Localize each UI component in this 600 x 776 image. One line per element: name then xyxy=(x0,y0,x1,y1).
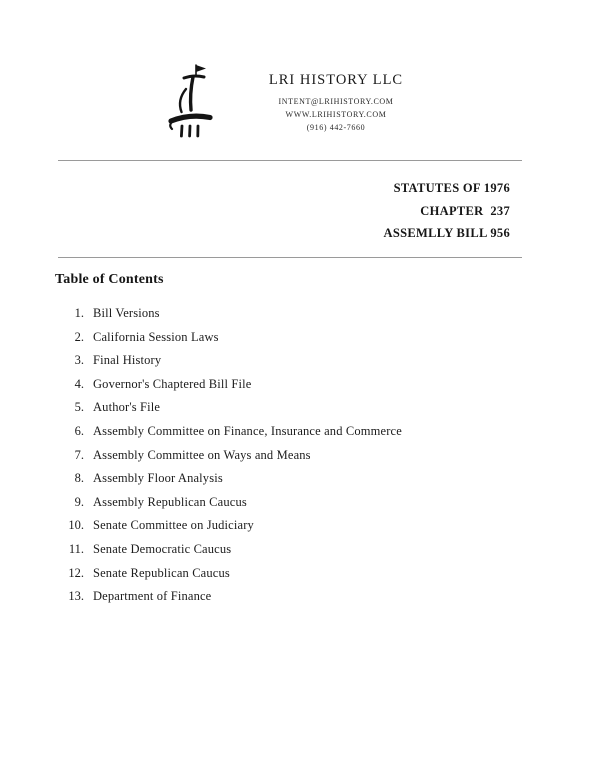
toc-item xyxy=(60,589,540,613)
toc-item-number: 6. xyxy=(74,423,84,438)
toc-item xyxy=(60,495,540,519)
toc-item xyxy=(60,448,540,472)
toc-item xyxy=(60,377,540,401)
toc-item-number: 2. xyxy=(74,329,84,344)
toc-item-label: Assembly Republican Caucus xyxy=(93,494,247,509)
company-website: WWW.LRIHISTORY.COM xyxy=(285,110,387,119)
toc-item-number: 1. xyxy=(74,306,84,320)
statute-reference-block xyxy=(58,177,510,245)
toc-item xyxy=(60,518,540,542)
toc-heading: Table of Contents xyxy=(55,272,164,287)
toc-item-number: 11. xyxy=(68,541,84,556)
company-name: LRI HISTORY LLC xyxy=(268,72,404,88)
toc-item-number: 12. xyxy=(68,565,84,580)
toc-item-label: Assembly Committee on Ways and Means xyxy=(93,447,311,462)
toc-item-number: 5. xyxy=(74,400,84,415)
toc-item xyxy=(60,542,540,566)
divider-middle xyxy=(58,257,522,258)
toc-item-label: Assembly Floor Analysis xyxy=(93,471,223,486)
company-info-block xyxy=(251,60,421,134)
toc-item-number: 10. xyxy=(68,518,84,533)
toc-item-number: 8. xyxy=(74,471,84,486)
toc-item xyxy=(60,306,540,330)
toc-item-label: Governor's Chaptered Bill File xyxy=(93,376,252,391)
letterhead xyxy=(0,60,592,140)
toc-item-number: 13. xyxy=(68,589,84,604)
toc-item-label: Senate Democratic Caucus xyxy=(93,541,232,556)
toc-item-label: Assembly Committee on Finance, Insurance and Commerce xyxy=(93,423,402,438)
toc-item-label: Bill Versions xyxy=(93,306,160,320)
toc-item-label: California Session Laws xyxy=(93,329,219,344)
toc-item-label: Department of Finance xyxy=(93,589,212,604)
toc-list xyxy=(60,306,540,613)
calligraphy-capitol-logo-icon xyxy=(163,60,225,140)
toc-item-label: Author's File xyxy=(93,400,161,415)
toc-item-label: Final History xyxy=(93,353,162,368)
toc-item-number: 7. xyxy=(74,447,84,462)
assembly-bill-line: ASSEMLLY BILL 956 xyxy=(383,226,510,240)
toc-item-number: 4. xyxy=(74,376,84,391)
toc-item xyxy=(60,424,540,448)
toc-item xyxy=(60,566,540,590)
toc-item-number: 3. xyxy=(74,353,84,368)
toc-item xyxy=(60,471,540,495)
toc-item-label: Senate Republican Caucus xyxy=(93,565,230,580)
toc-item-number: 9. xyxy=(74,494,84,509)
divider-top xyxy=(58,160,522,161)
toc-item xyxy=(60,400,540,424)
company-phone: (916) 442-7660 xyxy=(306,123,366,132)
chapter-line: CHAPTER 237 xyxy=(420,203,510,218)
toc-item-label: Senate Committee on Judiciary xyxy=(93,518,254,533)
toc-item xyxy=(60,330,540,354)
toc-item xyxy=(60,353,540,377)
company-email: INTENT@LRIHISTORY.COM xyxy=(278,97,394,106)
statutes-line: STATUTES OF 1976 xyxy=(393,181,510,195)
